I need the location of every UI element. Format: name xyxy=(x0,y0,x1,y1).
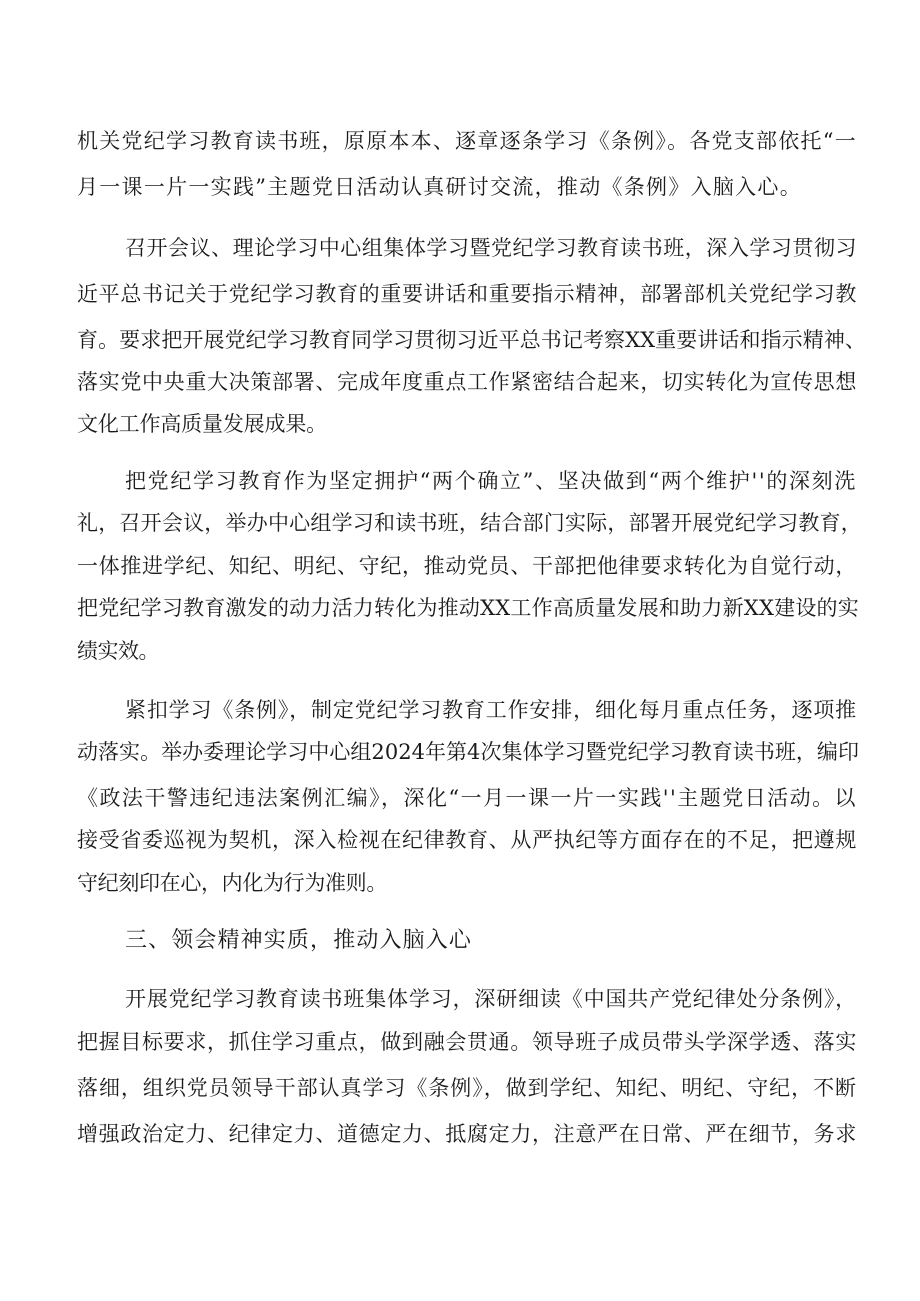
paragraph-line: 《政法干警违纪违法案例汇编》，深化“一月一课一片一实践''主题党日活动。以 xyxy=(77,786,857,810)
paragraph-line: 把党纪学习教育激发的动力活力转化为推动XX工作高质量发展和助力新XX建设的实 xyxy=(77,596,859,620)
section-heading: 三、领会精神实质，推动入脑入心 xyxy=(125,928,472,953)
paragraph-line: 落实党中央重大决策部署、完成年度重点工作紧密结合起来，切实转化为宣传思想 xyxy=(77,370,857,394)
paragraph-line: 守纪刻印在心，内化为行为准则。 xyxy=(77,871,387,895)
paragraph-line: 把握目标要求，抓住学习重点，做到融会贯通。领导班子成员带头学深学透、落实 xyxy=(77,1030,857,1054)
paragraph-line: 动落实。举办委理论学习中心组2024年第4次集体学习暨党纪学习教育读书班，编印 xyxy=(77,740,859,764)
paragraph-line: 召开会议、理论学习中心组集体学习暨党纪学习教育读书班，深入学习贯彻习 xyxy=(125,236,857,260)
paragraph-line: 落细，组织党员领导干部认真学习《条例》，做到学纪、知纪、明纪、守纪，不断 xyxy=(77,1076,857,1100)
paragraph-line: 文化工作高质量发展成果。 xyxy=(77,412,327,436)
paragraph-line: 机关党纪学习教育读书班，原原本本、逐章逐条学习《条例》。各党支部依托“一 xyxy=(77,129,857,153)
paragraph-line: 月一课一片一实践”主题党日活动认真研讨交流，推动《条例》入脑入心。 xyxy=(77,175,802,199)
paragraph-line: 接受省委巡视为契机，深入检视在纪律教育、从严执纪等方面存在的不足，把遵规 xyxy=(77,828,857,852)
paragraph-line: 紧扣学习《条例》，制定党纪学习教育工作安排，细化每月重点任务，逐项推 xyxy=(125,698,857,722)
paragraph-line: 开展党纪学习教育读书班集体学习，深研细读《中国共产党纪律处分条例》， xyxy=(125,987,857,1011)
paragraph-line: 把党纪学习教育作为坚定拥护“两个确立”、坚决做到“两个维护''的深刻洗 xyxy=(125,469,857,493)
paragraph-line: 近平总书记关于党纪学习教育的重要讲话和重要指示精神，部署部机关党纪学习教 xyxy=(77,282,857,306)
paragraph-line: 绩实效。 xyxy=(77,639,159,663)
paragraph-line: 育。要求把开展党纪学习教育同学习贯彻习近平总书记考察XX重要讲话和指示精神、 xyxy=(77,328,866,352)
paragraph-line: 礼，召开会议，举办中心组学习和读书班，结合部门实际，部署开展党纪学习教育， xyxy=(77,511,862,535)
paragraph-line: 一体推进学纪、知纪、明纪、守纪，推动党员、干部把他律要求转化为自觉行动， xyxy=(77,554,857,578)
paragraph-line: 增强政治定力、纪律定力、道德定力、抵腐定力，注意严在日常、严在细节，务求 xyxy=(77,1122,857,1146)
